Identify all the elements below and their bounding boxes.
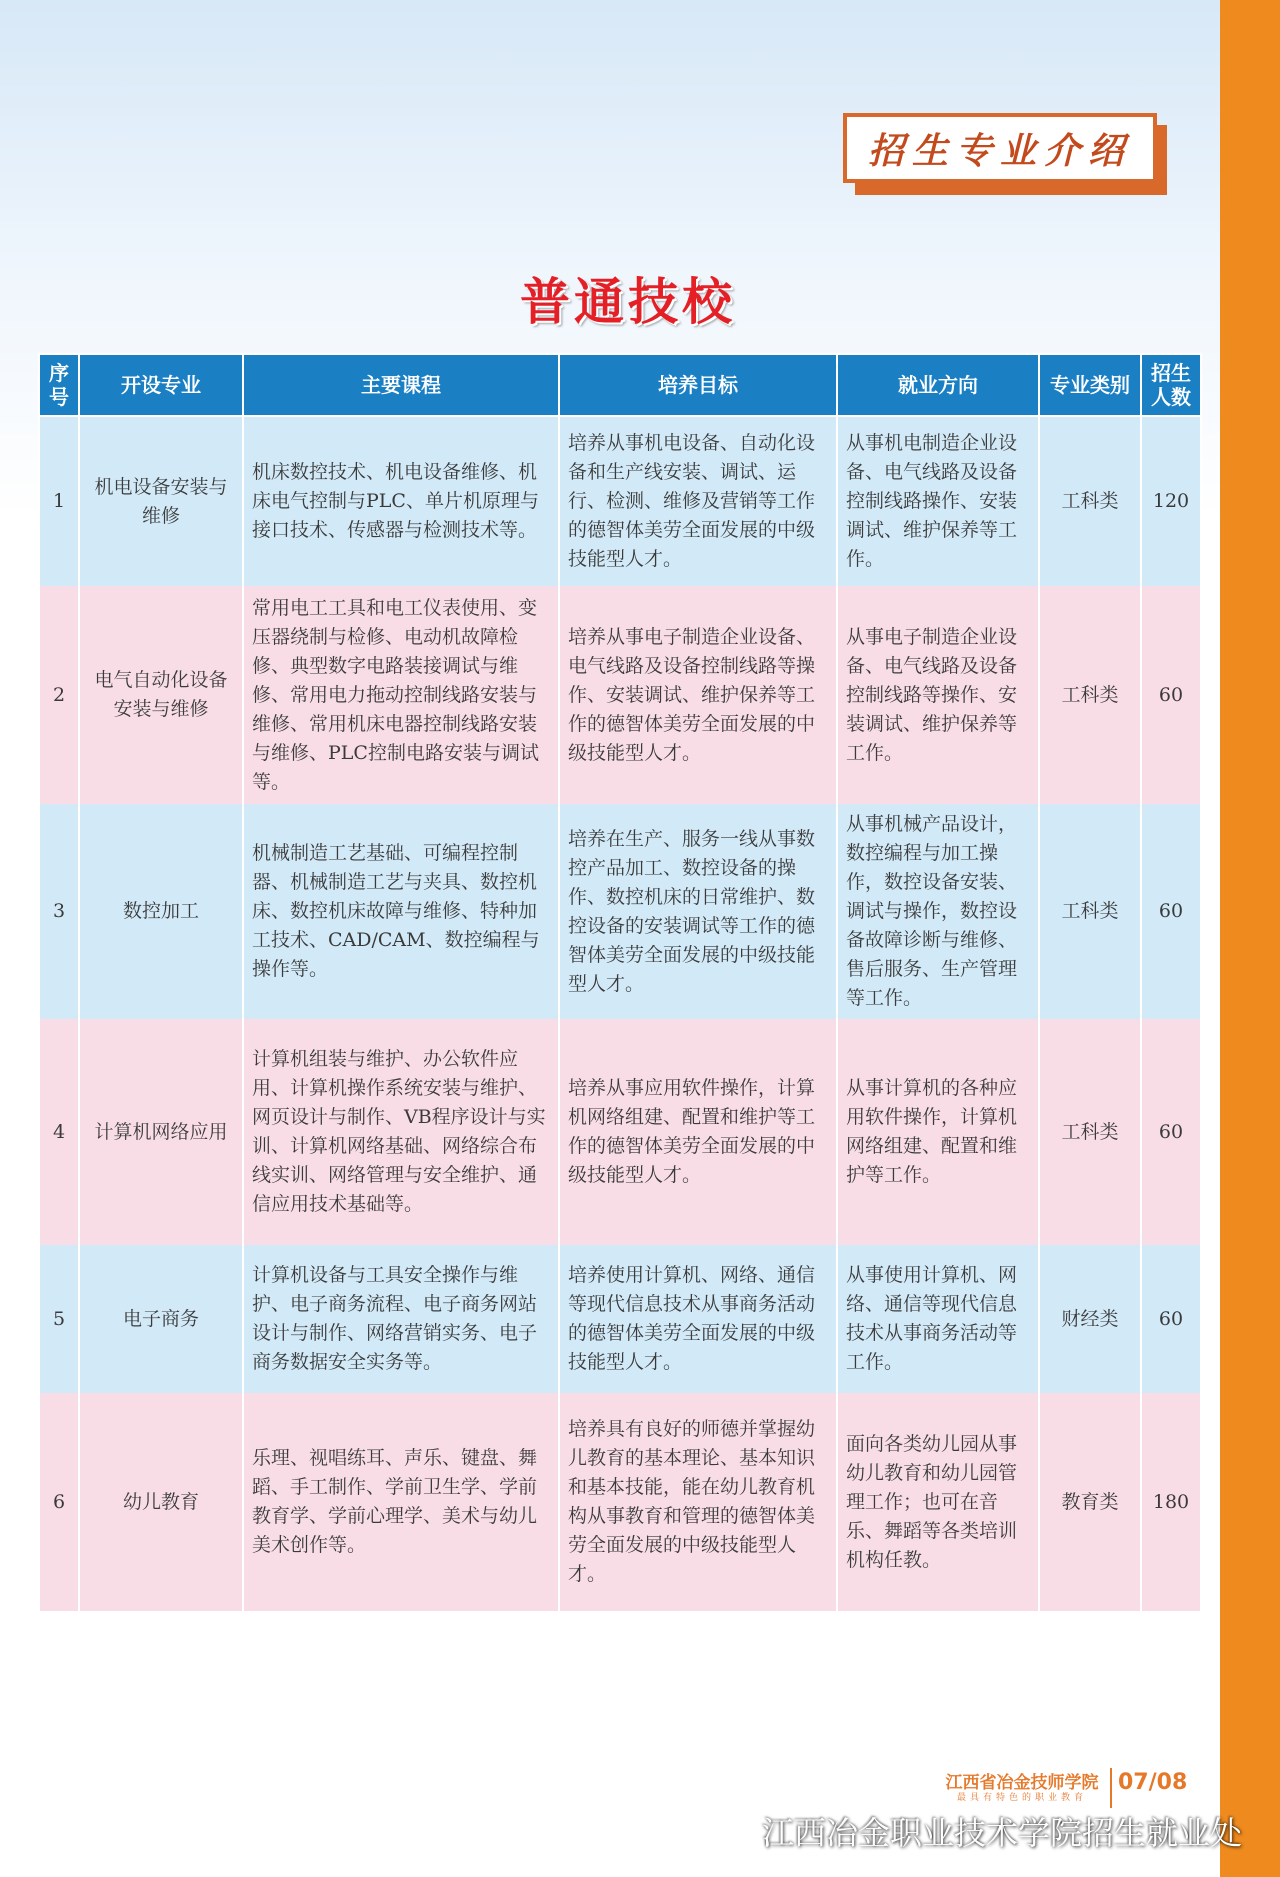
cell-major: 机电设备安装与维修 <box>79 416 243 586</box>
footer-slogan: 最具有特色的职业教育 <box>956 1793 1087 1803</box>
cell-goal: 培养具有良好的师德并掌握幼儿教育的基本理论、基本知识和基本技能，能在幼儿教育机构从事教育和管理的德智体美劳全面发展的中级技能型人才。 <box>559 1393 837 1611</box>
page-title: 普通技校 <box>520 273 736 331</box>
cell-courses: 机床数控技术、机电设备维修、机床电气控制与PLC、单片机原理与接口技术、传感器与检测技术等。 <box>243 416 559 586</box>
cell-quota: 120 <box>1141 416 1201 586</box>
cell-goal: 培养使用计算机、网络、通信等现代信息技术从事商务活动的德智体美劳全面发展的中级技能型人才。 <box>559 1245 837 1393</box>
footer-school-name: 江西省冶金技师学院 <box>945 1773 1099 1793</box>
header-quota: 招生人数 <box>1141 354 1201 416</box>
cell-no: 6 <box>39 1393 79 1611</box>
wechat-icon <box>700 1812 748 1850</box>
cell-quota: 180 <box>1141 1393 1201 1611</box>
cell-goal: 培养从事电子制造企业设备、电气线路及设备控制线路等操作、安装调试、维护保养等工作的德智体美劳全面发展的中级技能型人才。 <box>559 586 837 804</box>
cell-courses: 乐理、视唱练耳、声乐、键盘、舞蹈、手工制作、学前卫生学、学前教育学、学前心理学、美术与幼儿美术创作等。 <box>243 1393 559 1611</box>
cell-quota: 60 <box>1141 586 1201 804</box>
table-row <box>39 1245 1201 1393</box>
cell-major: 电子商务 <box>79 1245 243 1393</box>
cell-career: 从事电子制造企业设备、电气线路及设备控制线路等操作、安装调试、维护保养等工作。 <box>837 586 1039 804</box>
cell-major: 计算机网络应用 <box>79 1019 243 1245</box>
watermark-text: 江西冶金职业技术学院招生就业处 <box>762 1814 1243 1852</box>
majors-table <box>38 353 1202 1611</box>
cell-career: 从事机械产品设计，数控编程与加工操作，数控设备安装、调试与操作，数控设备故障诊断与维修、售后服务、生产管理等工作。 <box>837 804 1039 1019</box>
header-career: 就业方向 <box>837 354 1039 416</box>
cell-category: 工科类 <box>1039 586 1141 804</box>
cell-major: 数控加工 <box>79 804 243 1019</box>
cell-quota: 60 <box>1141 804 1201 1019</box>
header-goal: 培养目标 <box>559 354 837 416</box>
table-row <box>39 1019 1201 1245</box>
cell-goal: 培养在生产、服务一线从事数控产品加工、数控设备的操作、数控机床的日常维护、数控设备的安装调试等工作的德智体美劳全面发展的中级技能型人才。 <box>559 804 837 1019</box>
table-row <box>39 586 1201 804</box>
table-header-row <box>39 354 1201 416</box>
cell-courses: 机械制造工艺基础、可编程控制器、机械制造工艺与夹具、数控机床、数控机床故障与维修、特种加工技术、CAD/CAM、数控编程与操作等。 <box>243 804 559 1019</box>
cell-goal: 培养从事机电设备、自动化设备和生产线安装、调试、运行、检测、维修及营销等工作的德智体美劳全面发展的中级技能型人才。 <box>559 416 837 586</box>
cell-courses: 常用电工工具和电工仪表使用、变压器绕制与检修、电动机故障检修、典型数字电路装接调试与维修、常用电力拖动控制线路安装与维修、常用机床电器控制线路安装与维修、PLC控制电路安装与调试等。 <box>243 586 559 804</box>
cell-no: 1 <box>39 416 79 586</box>
cell-goal: 培养从事应用软件操作，计算机网络组建、配置和维护等工作的德智体美劳全面发展的中级技能型人才。 <box>559 1019 837 1245</box>
cell-no: 2 <box>39 586 79 804</box>
cell-category: 工科类 <box>1039 804 1141 1019</box>
cell-major: 电气自动化设备安装与维修 <box>79 586 243 804</box>
cell-no: 3 <box>39 804 79 1019</box>
footer-divider <box>1110 1768 1112 1808</box>
table-row <box>39 416 1201 586</box>
cell-no: 5 <box>39 1245 79 1393</box>
cell-no: 4 <box>39 1019 79 1245</box>
header-category: 专业类别 <box>1039 354 1141 416</box>
cell-major: 幼儿教育 <box>79 1393 243 1611</box>
table-row <box>39 804 1201 1019</box>
section-tag <box>843 113 1167 183</box>
page-number: 07/08 <box>1118 1770 1188 1795</box>
section-tag-label: 招生专业介绍 <box>843 113 1157 183</box>
cell-career: 面向各类幼儿园从事幼儿教育和幼儿园管理工作；也可在音乐、舞蹈等各类培训机构任教。 <box>837 1393 1039 1611</box>
cell-courses: 计算机设备与工具安全操作与维护、电子商务流程、电子商务网站设计与制作、网络营销实务、电子商务数据安全实务等。 <box>243 1245 559 1393</box>
cell-category: 工科类 <box>1039 416 1141 586</box>
cell-career: 从事计算机的各种应用软件操作，计算机网络组建、配置和维护等工作。 <box>837 1019 1039 1245</box>
header-no: 序号 <box>39 354 79 416</box>
header-major: 开设专业 <box>79 354 243 416</box>
cell-career: 从事机电制造企业设备、电气线路及设备控制线路操作、安装调试、维护保养等工作。 <box>837 416 1039 586</box>
cell-courses: 计算机组装与维护、办公软件应用、计算机操作系统安装与维护、网页设计与制作、VB程序设计与实训、计算机网络基础、网络综合布线实训、网络管理与安全维护、通信应用技术基础等。 <box>243 1019 559 1245</box>
header-courses: 主要课程 <box>243 354 559 416</box>
cell-quota: 60 <box>1141 1245 1201 1393</box>
watermark <box>700 1806 1242 1856</box>
cell-category: 教育类 <box>1039 1393 1141 1611</box>
cell-quota: 60 <box>1141 1019 1201 1245</box>
cell-career: 从事使用计算机、网络、通信等现代信息技术从事商务活动等工作。 <box>837 1245 1039 1393</box>
cell-category: 工科类 <box>1039 1019 1141 1245</box>
table-row <box>39 1393 1201 1611</box>
cell-category: 财经类 <box>1039 1245 1141 1393</box>
